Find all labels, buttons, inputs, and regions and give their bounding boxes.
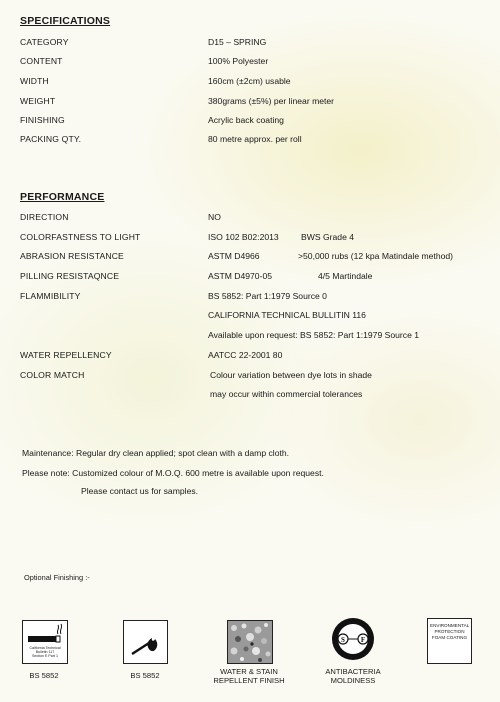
foam-coating-icon [427, 618, 472, 664]
performance-value: ISO 102 B02:2013 [208, 232, 279, 242]
icon-caption: BS 5852 [29, 671, 59, 680]
california-tb117-icon [22, 620, 68, 664]
flammability-extra: CALIFORNIA TECHNICAL BULLITIN 116 [208, 310, 366, 320]
spec-label: FINISHING [20, 115, 65, 125]
performance-value: Colour variation between dye lots in shade [210, 370, 372, 380]
flammability-extra: Available upon request: BS 5852: Part 1:1979 Source 1 [208, 330, 420, 340]
contact-note: Please contact us for samples. [81, 486, 199, 496]
performance-value: may occur within commercial tolerances [210, 389, 363, 399]
flame-cigarette-icon [123, 620, 168, 664]
spec-label: WIDTH [20, 76, 49, 86]
performance-label: DIRECTION [20, 212, 69, 222]
water-stain-icon [227, 620, 273, 664]
specifications-heading: SPECIFICATIONS [20, 15, 111, 27]
spec-value: 160cm (±2cm) usable [208, 76, 291, 86]
icon-caption: BS 5852 [130, 671, 160, 680]
performance-value: NO [208, 212, 221, 222]
seal-right-letter: F [360, 636, 366, 644]
performance-heading: PERFORMANCE [20, 191, 105, 203]
tb117-text-1: California Technical [29, 646, 61, 650]
tb117-text-3: Section E Part 1 [32, 654, 58, 659]
performance-label: COLORFASTNESS TO LIGHT [20, 232, 141, 242]
performance-extra: 4/5 Martindale [318, 271, 373, 281]
performance-extra: BWS Grade 4 [301, 232, 355, 242]
performance-label: COLOR MATCH [20, 370, 85, 380]
seal-left-letter: S [341, 636, 345, 644]
spec-value: 80 metre approx. per roll [208, 134, 302, 144]
spec-value: D15 – SPRING [208, 37, 267, 47]
performance-value: BS 5852: Part 1:1979 Source 0 [208, 291, 327, 301]
spec-label: PACKING QTY. [20, 134, 82, 144]
tb117-text-2: Bulletin 117 [35, 650, 55, 655]
optional-finishing-label: Optional Finishing :- [24, 573, 90, 582]
spec-label: WEIGHT [20, 96, 56, 106]
icon-caption: WATER & STAIN REPELLENT FINISH [213, 667, 285, 685]
spec-value: 100% Polyester [208, 56, 269, 66]
performance-value: ASTM D4966 [208, 251, 260, 261]
performance-label: WATER REPELLENCY [20, 350, 112, 360]
performance-label: ABRASION RESISTANCE [20, 251, 124, 261]
performance-extra: >50,000 rubs (12 kpa Matindale method) [298, 251, 454, 261]
performance-label: PILLING RESISTAQNCE [20, 271, 120, 281]
performance-label: FLAMMIBILITY [20, 291, 81, 301]
spec-label: CONTENT [20, 56, 63, 66]
foam-coating-text: ENVIRONMENTAL PROTECTION FOAM COATING [430, 623, 470, 640]
maintenance-note: Maintenance: Regular dry clean applied; spot clean with a damp cloth. [22, 448, 290, 458]
antibacteria-icon [331, 617, 375, 661]
icon-caption: ANTIBACTERIA MOLDINESS [325, 667, 381, 685]
spec-value: Acrylic back coating [208, 115, 284, 125]
performance-value: AATCC 22-2001 80 [208, 350, 283, 360]
performance-value: ASTM D4970-05 [208, 271, 273, 281]
spec-label: CATEGORY [20, 37, 69, 47]
customization-note: Please note: Customized colour of M.O.Q. 600 metre is available upon request. [22, 468, 324, 478]
spec-value: 380grams (±5%) per linear meter [208, 96, 335, 106]
